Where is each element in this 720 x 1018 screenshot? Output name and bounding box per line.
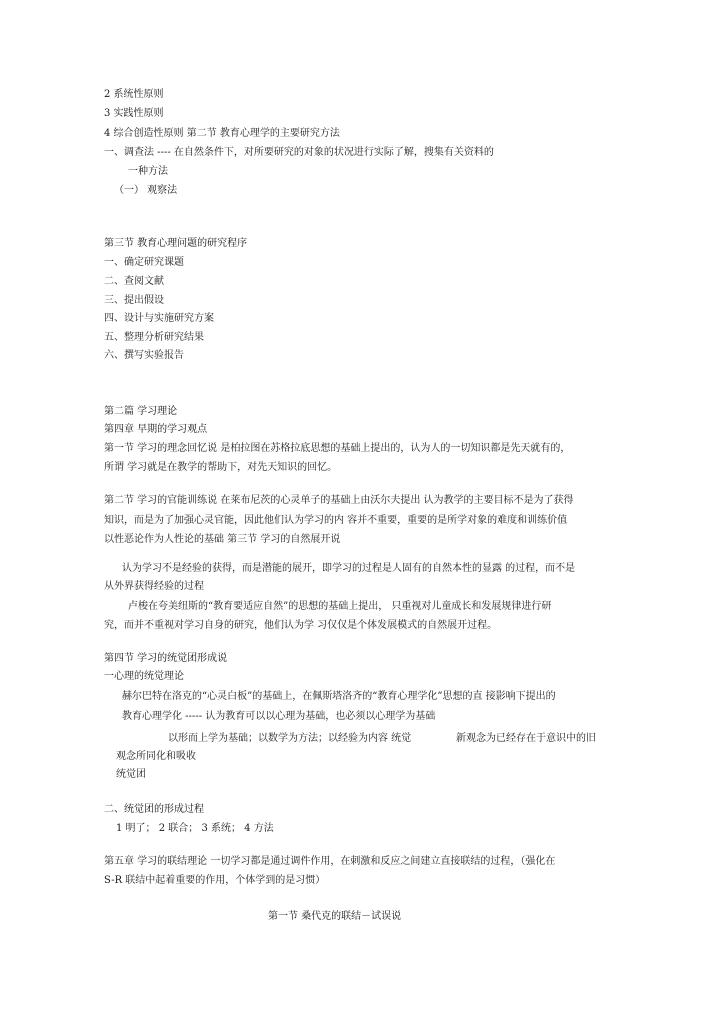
text-line-survey-method-cont: 一种方法 — [128, 166, 168, 177]
chapter-heading-4: 第四章 早期的学习观点 — [104, 424, 208, 435]
list-item-step-1: 一、确定研究课题 — [104, 257, 184, 268]
text-line-principle-3: 3 实践性原则 — [104, 108, 164, 119]
text-line-observation: （一） 观察法 — [114, 185, 178, 196]
list-item-step-5: 五、整理分析研究结果 — [104, 332, 204, 343]
list-formation-steps: 1 明了； 2 联合； 3 系统； 4 方法 — [116, 823, 274, 834]
section-heading-thorndike: 第一节 桑代克的联结－试误说 — [268, 911, 402, 922]
paragraph-recollection-2: 所谓 学习就是在教学的帮助下，对先天知识的回忆。 — [104, 462, 338, 473]
paragraph-rousseau-2: 究，而并不重视对学习自身的研究，他们认为学 习仅仅是个体发展模式的自然展开过程。 — [104, 620, 498, 631]
paragraph-natural-1: 认为学习不是经验的获得，而是潜能的展开，即学习的过程是人固有的自然本性的显露 的过程，而不是 — [122, 563, 576, 574]
paragraph-faculty-1: 第二节 学习的官能训练说 在莱布尼茨的心灵单子的基础上由沃尔夫提出 认为教学的主要目标不是为了获得 — [104, 495, 574, 506]
subheading-apperception-theory: 一心理的统觉理论 — [104, 671, 184, 682]
term-apperceptive-mass: 统觉团 — [116, 769, 146, 780]
paragraph-herbart-3b: 新观念为已经存在于意识中的旧 — [456, 733, 596, 744]
list-item-step-4: 四、设计与实施研究方案 — [104, 313, 214, 324]
text-line-survey-method: 一、调查法 ---- 在自然条件下，对所要研究的对象的状况进行实际了解，搜集有关资料的 — [104, 147, 494, 158]
paragraph-recollection-1: 第一节 学习的理念回忆说 是柏拉图在苏格拉底思想的基础上提出的，认为人的一切知识都是先天就有的， — [104, 443, 571, 454]
paragraph-herbart-3: 以形而上学为基础；以数学为方法；以经验为内容 统觉 — [168, 733, 412, 744]
part-heading-learning-theory: 第二篇 学习理论 — [104, 406, 178, 417]
paragraph-natural-2: 从外界获得经验的过程 — [104, 581, 204, 592]
paragraph-chapter-5-2: S-R 联结中起着重要的作用，个体学到的是习惯） — [104, 875, 326, 886]
paragraph-herbart-2: 教育心理学化 ----- 认为教育可以以心理为基础，也必须以心理学为基础 — [122, 711, 436, 722]
text-line-principle-4: 4 综合创造性原则 第二节 教育心理学的主要研究方法 — [104, 128, 340, 139]
paragraph-rousseau-1: 卢梭在夸美纽斯的“教育要适应自然”的思想的基础上提出， 只重视对儿童成长和发展规律进行研 — [128, 601, 552, 612]
subheading-formation-process: 二、统觉团的形成过程 — [104, 804, 204, 815]
section-heading-apperception: 第四节 学习的统觉团形成说 — [104, 653, 228, 664]
paragraph-faculty-3: 以性恶论作为人性论的基础 第三节 学习的自然展开说 — [104, 534, 341, 545]
paragraph-faculty-2: 知识，而是为了加强心灵官能，因此他们认为学习的内 容并不重要，重要的是所学对象的难度和训练价值 — [104, 515, 568, 526]
list-item-step-2: 二、查阅文献 — [104, 276, 164, 287]
list-item-step-3: 三、提出假设 — [104, 295, 164, 306]
paragraph-herbart-4: 观念所同化和吸收 — [116, 751, 196, 762]
list-item-step-6: 六、撰写实验报告 — [104, 350, 184, 361]
section-heading-research-procedure: 第三节 教育心理问题的研究程序 — [104, 238, 248, 249]
paragraph-herbart-1: 赫尔巴特在洛克的“心灵白板”的基础上，在佩斯塔洛齐的“教育心理学化”思想的直 接影响下提出的 — [122, 691, 556, 702]
text-line-principle-2: 2 系统性原则 — [104, 89, 164, 100]
paragraph-chapter-5-1: 第五章 学习的联结理论 一切学习都是通过调件作用，在刺激和反应之间建立直接联结的过程，（强化在 — [104, 856, 556, 867]
